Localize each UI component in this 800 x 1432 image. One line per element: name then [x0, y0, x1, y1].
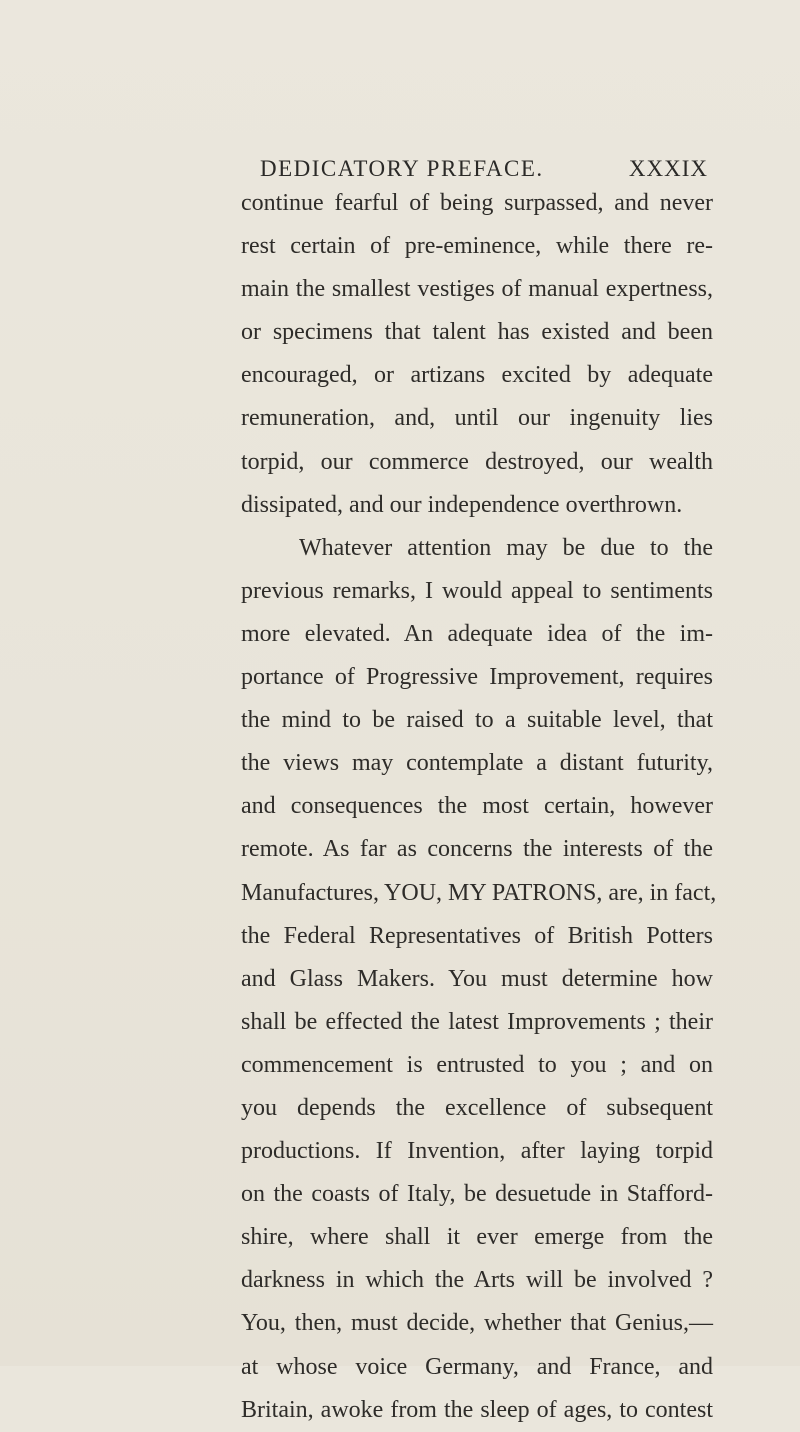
text-line: dissipated, and our independence overthrown.: [241, 491, 683, 518]
text-line: torpid, our commerce destroyed, our wealth: [241, 448, 713, 475]
text-line: previous remarks, I would appeal to sentiments: [241, 577, 713, 604]
text-line: commencement is entrusted to you ; and on: [241, 1051, 713, 1078]
text-line: You, then, must decide, whether that Genius,—: [241, 1310, 713, 1337]
text-line: Britain, awoke from the sleep of ages, to contest: [241, 1396, 713, 1423]
text-line: the Federal Representatives of British Potters: [241, 922, 713, 949]
text-line: more elevated. An adequate idea of the im-: [241, 620, 713, 647]
text-line: Manufactures, YOU, MY PATRONS, are, in fact,: [241, 879, 717, 906]
text-line: and Glass Makers. You must determine how: [241, 965, 713, 992]
running-head: [260, 152, 708, 186]
text-line: continue fearful of being surpassed, and never: [241, 190, 713, 216]
text-line: productions. If Invention, after laying torpid: [241, 1138, 713, 1165]
text-line: at whose voice Germany, and France, and: [241, 1353, 713, 1380]
text-line: remote. As far as concerns the interests of the: [241, 836, 713, 863]
text-line: shall be effected the latest Improvements ; their: [241, 1008, 713, 1035]
text-line: main the smallest vestiges of manual expertness,: [241, 276, 713, 303]
text-line: and consequences the most certain, however: [241, 793, 713, 820]
running-title: DEDICATORY PREFACE.: [260, 156, 544, 181]
text-line: shire, where shall it ever emerge from the: [241, 1224, 713, 1251]
text-line: darkness in which the Arts will be involved ?: [241, 1267, 713, 1294]
text-line: rest certain of pre-eminence, while there re-: [241, 233, 713, 260]
text-line: on the coasts of Italy, be desuetude in Stafford-: [241, 1181, 713, 1208]
text-line: you depends the excellence of subsequent: [241, 1094, 713, 1121]
body-text: [241, 182, 717, 1432]
text-line: remuneration, and, until our ingenuity lies: [241, 405, 713, 432]
paragraph-start-line: Whatever attention may be due to the: [299, 534, 713, 561]
text-line: the mind to be raised to a suitable level, that: [241, 707, 713, 734]
page-number: XXXIX: [628, 156, 708, 181]
text-line: or specimens that talent has existed and been: [241, 319, 713, 346]
text-line: portance of Progressive Improvement, requires: [241, 664, 713, 691]
text-line: the views may contemplate a distant futurity,: [241, 750, 713, 777]
text-line: encouraged, or artizans excited by adequate: [241, 362, 713, 389]
